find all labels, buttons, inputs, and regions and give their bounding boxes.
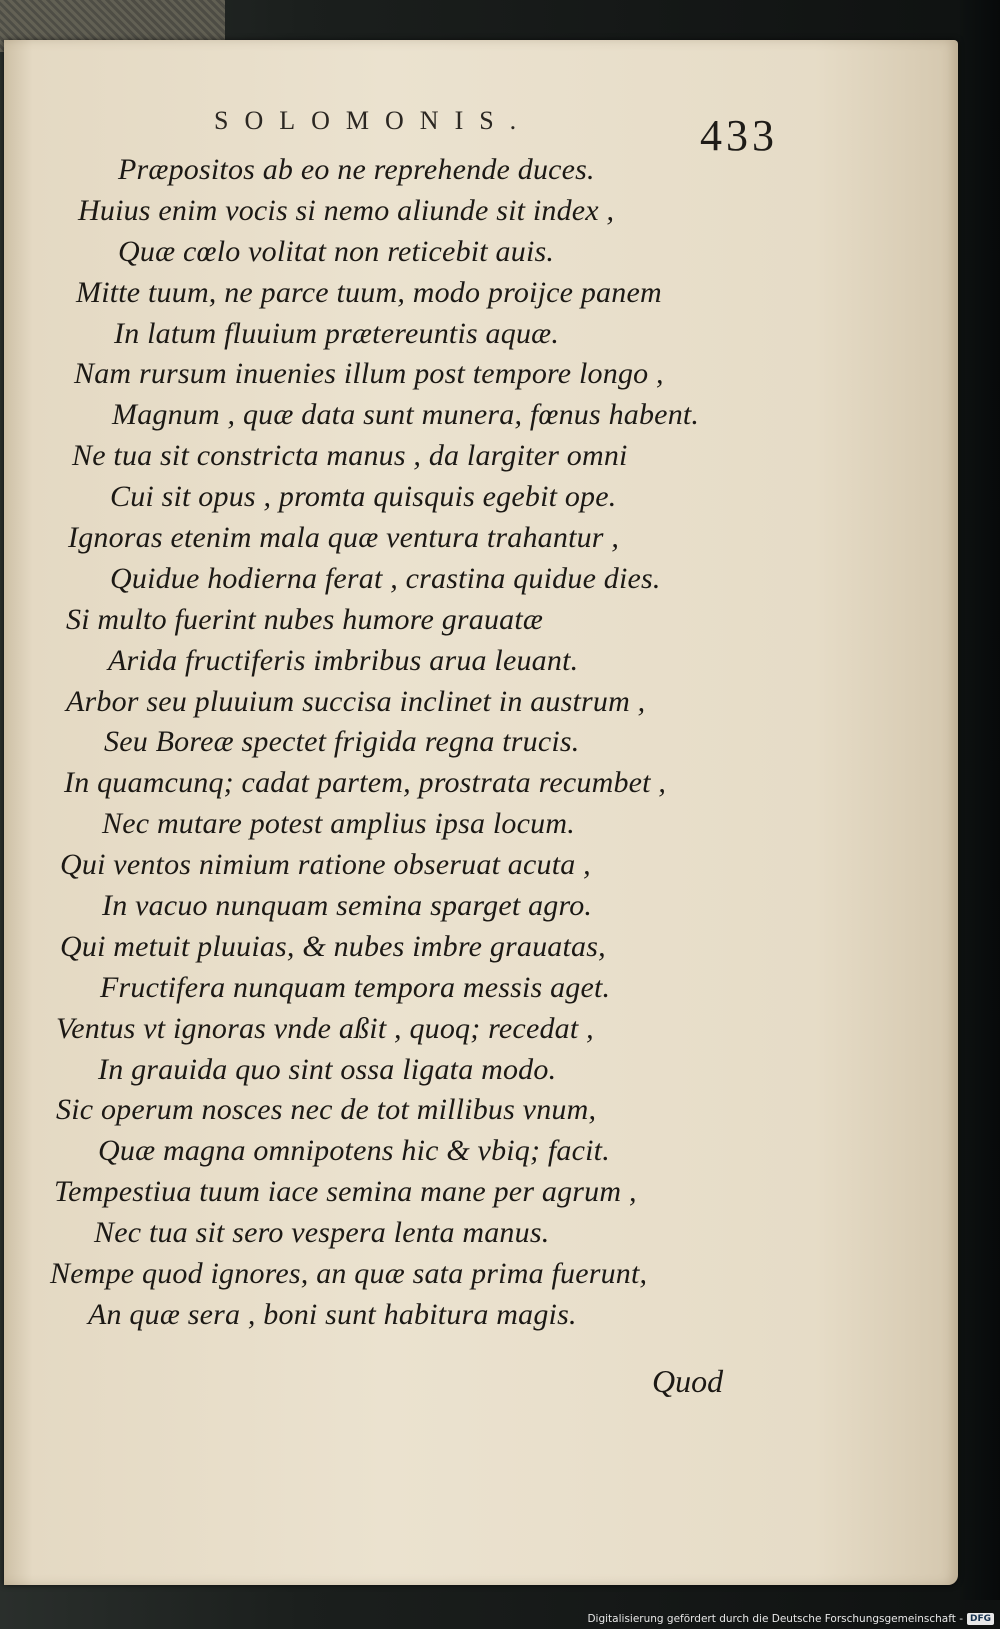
dfg-logo: DFG bbox=[967, 1613, 994, 1625]
verse-line: In grauida quo sint ossa ligata modo. bbox=[98, 1052, 557, 1086]
verse-line: Qui metuit pluuias, & nubes imbre grauatas, bbox=[60, 929, 606, 963]
verse-line: Si multo fuerint nubes humore grauatæ bbox=[66, 602, 544, 636]
verse-line: Quæ cœlo volitat non reticebit auis. bbox=[118, 234, 555, 268]
verse-line: Fructifera nunquam tempora messis aget. bbox=[100, 970, 611, 1004]
verse-line: Nam rursum inuenies illum post tempore longo , bbox=[74, 357, 664, 391]
verse-line: Nec tua sit sero vespera lenta manus. bbox=[94, 1216, 550, 1250]
verse-line: Præpositos ab eo ne reprehende duces. bbox=[118, 153, 595, 186]
verse-line: Arida fructiferis imbribus arua leuant. bbox=[108, 643, 579, 677]
verse-line: Nec mutare potest amplius ipsa locum. bbox=[102, 807, 575, 841]
page-number: 433 bbox=[700, 111, 778, 160]
catchword: Quod bbox=[652, 1363, 724, 1399]
verse-line: In vacuo nunquam semina sparget agro. bbox=[102, 889, 593, 923]
verse-line: Mitte tuum, ne parce tuum, modo proijce panem bbox=[76, 275, 662, 309]
book-edge bbox=[960, 0, 1000, 1600]
verse-line: Seu Boreæ spectet frigida regna trucis. bbox=[104, 725, 580, 759]
verse-line: Sic operum nosces nec de tot millibus vnum, bbox=[56, 1093, 597, 1127]
verse-line: In quamcunq; cadat partem, prostrata recumbet , bbox=[64, 766, 667, 800]
verse-line: Cui sit opus , promta quisquis egebit ope. bbox=[110, 480, 617, 514]
running-header: SOLOMONIS. bbox=[214, 106, 533, 135]
verse-line: Ne tua sit constricta manus , da largiter omni bbox=[72, 439, 628, 473]
verse-line: An quæ sera , boni sunt habitura magis. bbox=[88, 1297, 577, 1331]
verse-line: Quidue hodierna ferat , crastina quidue dies. bbox=[110, 561, 661, 595]
verse-line: Tempestiua tuum iace semina mane per agrum , bbox=[54, 1175, 637, 1209]
book-page bbox=[4, 40, 958, 1585]
verse-line: In latum fluuium prætereuntis aquæ. bbox=[114, 316, 560, 350]
verse-line: Quæ magna omnipotens hic & vbiq; facit. bbox=[98, 1134, 610, 1168]
verse-line: Nempe quod ignores, an quæ sata prima fuerunt, bbox=[50, 1257, 648, 1291]
verse-line: Ventus vt ignoras vnde aßit , quoq; recedat , bbox=[56, 1011, 594, 1045]
digitization-credit bbox=[587, 1613, 994, 1625]
verse-line: Huius enim vocis si nemo aliunde sit index , bbox=[78, 193, 615, 227]
verse-line: Ignoras etenim mala quæ ventura trahantur , bbox=[68, 521, 620, 555]
verse-line: Arbor seu pluuium succisa inclinet in austrum , bbox=[66, 684, 646, 718]
verse-block bbox=[44, 150, 764, 1336]
verse-line: Magnum , quæ data sunt munera, fœnus habent. bbox=[112, 398, 700, 432]
verse-line: Qui ventos nimium ratione obseruat acuta , bbox=[60, 848, 591, 882]
credit-text: Digitalisierung gefördert durch die Deutsche Forschungsgemeinschaft - bbox=[587, 1613, 963, 1625]
